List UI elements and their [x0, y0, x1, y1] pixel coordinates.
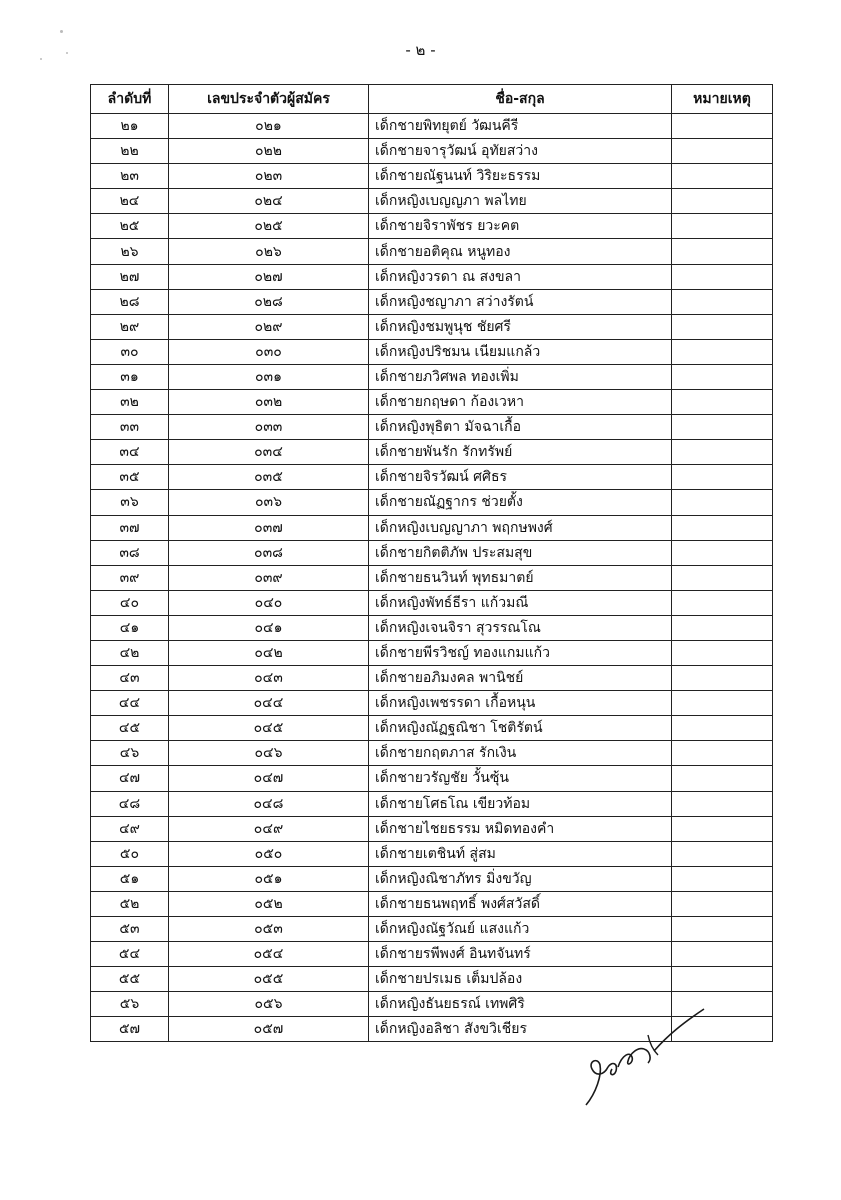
applicant-id: ๐๔๓: [169, 666, 369, 691]
full-name: เด็กหญิงพุธิตา มัจฉาเกื้อ: [369, 415, 672, 440]
remark-cell: [672, 691, 773, 716]
full-name: เด็กชายอภิมงคล พานิชย์: [369, 666, 672, 691]
applicant-id: ๐๔๒: [169, 640, 369, 665]
table-row: [91, 440, 773, 465]
table-row: [91, 189, 773, 214]
remark-cell: [672, 666, 773, 691]
row-number: ๕๖: [91, 992, 169, 1017]
applicant-id: ๐๓๖: [169, 490, 369, 515]
table-row: [91, 264, 773, 289]
remark-cell: [672, 289, 773, 314]
row-number: ๔๘: [91, 791, 169, 816]
row-number: ๔๖: [91, 741, 169, 766]
header-number: ลำดับที่: [91, 85, 169, 114]
applicant-id: ๐๓๙: [169, 565, 369, 590]
remark-cell: [672, 791, 773, 816]
applicant-id: ๐๓๒: [169, 390, 369, 415]
handwritten-signature: [578, 1005, 708, 1115]
remark-cell: [672, 164, 773, 189]
table-row: [91, 917, 773, 942]
page-number: - ๒ -: [405, 41, 436, 59]
row-number: ๕๒: [91, 891, 169, 916]
applicant-id: ๐๔๘: [169, 791, 369, 816]
table-row: [91, 239, 773, 264]
table-row: [91, 214, 773, 239]
full-name: เด็กชายกิตติภัพ ประสมสุข: [369, 540, 672, 565]
row-number: ๒๗: [91, 264, 169, 289]
row-number: ๒๘: [91, 289, 169, 314]
full-name: เด็กหญิงเพชรรดา เกื้อหนุน: [369, 691, 672, 716]
row-number: ๔๒: [91, 640, 169, 665]
full-name: เด็กหญิงเจนจิรา สุวรรณโณ: [369, 615, 672, 640]
table-row: [91, 164, 773, 189]
table-row: [91, 415, 773, 440]
full-name: เด็กชายธนวินท์ พุทธมาตย์: [369, 565, 672, 590]
full-name: เด็กชายณัฏฐากร ช่วยตั้ง: [369, 490, 672, 515]
applicant-id: ๐๔๙: [169, 816, 369, 841]
table-row: [91, 289, 773, 314]
remark-cell: [672, 716, 773, 741]
full-name: เด็กหญิงพัทธ์ธีรา แก้วมณี: [369, 590, 672, 615]
table-row: [91, 339, 773, 364]
row-number: ๔๔: [91, 691, 169, 716]
applicant-id: ๐๕๖: [169, 992, 369, 1017]
row-number: ๒๕: [91, 214, 169, 239]
row-number: ๓๖: [91, 490, 169, 515]
table-header-row: [91, 85, 773, 114]
applicant-id: ๐๔๗: [169, 766, 369, 791]
row-number: ๓๐: [91, 339, 169, 364]
row-number: ๔๙: [91, 816, 169, 841]
full-name: เด็กชายธนพฤทธิ์ พงศ์สวัสดิ์: [369, 891, 672, 916]
row-number: ๕๕: [91, 967, 169, 992]
applicant-id: ๐๓๑: [169, 364, 369, 389]
remark-cell: [672, 364, 773, 389]
full-name: เด็กชายจิรวัฒน์ ศศิธร: [369, 465, 672, 490]
applicant-id: ๐๒๑: [169, 114, 369, 139]
remark-cell: [672, 314, 773, 339]
full-name: เด็กชายจารุวัฒน์ อุทัยสว่าง: [369, 139, 672, 164]
full-name: เด็กชายโศธโณ เขียวท้อม: [369, 791, 672, 816]
full-name: เด็กหญิงวรดา ณ สงขลา: [369, 264, 672, 289]
full-name: เด็กชายพันรัก รักทรัพย์: [369, 440, 672, 465]
full-name: เด็กชายณัฐนนท์ วิริยะธรรม: [369, 164, 672, 189]
remark-cell: [672, 866, 773, 891]
applicant-id: ๐๓๗: [169, 515, 369, 540]
full-name: เด็กชายรพีพงศ์ อินทจันทร์: [369, 942, 672, 967]
applicant-id: ๐๔๑: [169, 615, 369, 640]
table-row: [91, 515, 773, 540]
table-row: [91, 891, 773, 916]
full-name: เด็กหญิงชญาภา สว่างรัตน์: [369, 289, 672, 314]
row-number: ๔๕: [91, 716, 169, 741]
row-number: ๕๓: [91, 917, 169, 942]
applicant-id: ๐๕๓: [169, 917, 369, 942]
row-number: ๒๒: [91, 139, 169, 164]
remark-cell: [672, 239, 773, 264]
remark-cell: [672, 816, 773, 841]
row-number: ๒๑: [91, 114, 169, 139]
full-name: เด็กชายเตชินท์ สู่สม: [369, 841, 672, 866]
row-number: ๒๔: [91, 189, 169, 214]
table-row: [91, 666, 773, 691]
full-name: เด็กชายปรเมธ เต็มปล้อง: [369, 967, 672, 992]
applicant-id: ๐๔๕: [169, 716, 369, 741]
table-row: [91, 967, 773, 992]
remark-cell: [672, 515, 773, 540]
table-row: [91, 866, 773, 891]
remark-cell: [672, 766, 773, 791]
remark-cell: [672, 264, 773, 289]
full-name: เด็กชายกฤตภาส รักเงิน: [369, 741, 672, 766]
full-name: เด็กหญิงอลิชา สังขวิเชียร: [369, 1017, 672, 1042]
table-row: [91, 490, 773, 515]
full-name: เด็กชายพีรวิชญ์ ทองแกมแก้ว: [369, 640, 672, 665]
row-number: ๔๑: [91, 615, 169, 640]
applicant-id: ๐๓๕: [169, 465, 369, 490]
full-name: เด็กชายจิราพัชร ยวะคต: [369, 214, 672, 239]
applicant-id: ๐๒๗: [169, 264, 369, 289]
row-number: ๓๘: [91, 540, 169, 565]
row-number: ๓๕: [91, 465, 169, 490]
applicant-id: ๐๓๘: [169, 540, 369, 565]
remark-cell: [672, 114, 773, 139]
row-number: ๔๗: [91, 766, 169, 791]
table-row: [91, 942, 773, 967]
remark-cell: [672, 490, 773, 515]
remark-cell: [672, 640, 773, 665]
remark-cell: [672, 390, 773, 415]
applicant-table: [90, 84, 773, 1042]
table-row: [91, 766, 773, 791]
row-number: ๒๙: [91, 314, 169, 339]
full-name: เด็กหญิงณัฏฐณิชา โชติรัตน์: [369, 716, 672, 741]
table-row: [91, 390, 773, 415]
row-number: ๒๖: [91, 239, 169, 264]
remark-cell: [672, 139, 773, 164]
applicant-id: ๐๒๓: [169, 164, 369, 189]
table-row: [91, 114, 773, 139]
table-row: [91, 716, 773, 741]
remark-cell: [672, 942, 773, 967]
full-name: เด็กหญิงเบญญาภา พฤกษพงศ์: [369, 515, 672, 540]
full-name: เด็กหญิงธันยธรณ์ เทพศิริ: [369, 992, 672, 1017]
full-name: เด็กชายไชยธรรม หมิดทองคำ: [369, 816, 672, 841]
remark-cell: [672, 590, 773, 615]
full-name: เด็กชายอติคุณ หนูทอง: [369, 239, 672, 264]
remark-cell: [672, 741, 773, 766]
applicant-id: ๐๕๗: [169, 1017, 369, 1042]
applicant-id: ๐๔๐: [169, 590, 369, 615]
full-name: เด็กชายพิทยุตย์ วัฒนคีรี: [369, 114, 672, 139]
row-number: ๓๑: [91, 364, 169, 389]
applicant-id: ๐๔๖: [169, 741, 369, 766]
row-number: ๕๑: [91, 866, 169, 891]
full-name: เด็กหญิงปริชมน เนียมแกล้ว: [369, 339, 672, 364]
header-full-name: ชื่อ-สกุล: [369, 85, 672, 114]
table-row: [91, 816, 773, 841]
full-name: เด็กหญิงชมพูนุช ชัยศรี: [369, 314, 672, 339]
full-name: เด็กหญิงณัฐวัณย์ แสงแก้ว: [369, 917, 672, 942]
table-row: [91, 540, 773, 565]
applicant-id: ๐๕๐: [169, 841, 369, 866]
header-applicant-id: เลขประจำตัวผู้สมัคร: [169, 85, 369, 114]
table-row: [91, 314, 773, 339]
row-number: ๓๗: [91, 515, 169, 540]
remark-cell: [672, 465, 773, 490]
row-number: ๕๗: [91, 1017, 169, 1042]
row-number: ๓๔: [91, 440, 169, 465]
full-name: เด็กชายกฤษดา ก้องเวหา: [369, 390, 672, 415]
applicant-id: ๐๕๕: [169, 967, 369, 992]
remark-cell: [672, 189, 773, 214]
row-number: ๕๔: [91, 942, 169, 967]
remark-cell: [672, 891, 773, 916]
applicant-id: ๐๕๑: [169, 866, 369, 891]
table-row: [91, 364, 773, 389]
remark-cell: [672, 214, 773, 239]
applicant-id: ๐๓๐: [169, 339, 369, 364]
row-number: ๔๓: [91, 666, 169, 691]
full-name: เด็กชายวรัญชัย วั้นซุ้น: [369, 766, 672, 791]
remark-cell: [672, 565, 773, 590]
applicant-id: ๐๒๘: [169, 289, 369, 314]
row-number: ๒๓: [91, 164, 169, 189]
scan-speck: [60, 30, 63, 33]
table-row: [91, 791, 773, 816]
table-row: [91, 691, 773, 716]
header-remark: หมายเหตุ: [672, 85, 773, 114]
row-number: ๓๒: [91, 390, 169, 415]
table-row: [91, 841, 773, 866]
full-name: เด็กหญิงณิชาภัทร มิ่งขวัญ: [369, 866, 672, 891]
row-number: ๓๙: [91, 565, 169, 590]
remark-cell: [672, 440, 773, 465]
applicant-id: ๐๓๔: [169, 440, 369, 465]
table-row: [91, 615, 773, 640]
applicant-id: ๐๒๖: [169, 239, 369, 264]
applicant-id: ๐๓๓: [169, 415, 369, 440]
applicant-id: ๐๕๔: [169, 942, 369, 967]
remark-cell: [672, 615, 773, 640]
remark-cell: [672, 415, 773, 440]
row-number: ๔๐: [91, 590, 169, 615]
table-row: [91, 565, 773, 590]
table-row: [91, 741, 773, 766]
applicant-id: ๐๒๕: [169, 214, 369, 239]
applicant-id: ๐๒๔: [169, 189, 369, 214]
table-row: [91, 465, 773, 490]
remark-cell: [672, 967, 773, 992]
remark-cell: [672, 841, 773, 866]
full-name: เด็กหญิงเบญญภา พลไทย: [369, 189, 672, 214]
table-row: [91, 590, 773, 615]
applicant-id: ๐๔๔: [169, 691, 369, 716]
applicant-id: ๐๕๒: [169, 891, 369, 916]
remark-cell: [672, 540, 773, 565]
table-body: [91, 114, 773, 1042]
applicant-id: ๐๒๒: [169, 139, 369, 164]
table-row: [91, 640, 773, 665]
remark-cell: [672, 339, 773, 364]
applicant-id: ๐๒๙: [169, 314, 369, 339]
row-number: ๕๐: [91, 841, 169, 866]
full-name: เด็กชายภวิศพล ทองเพิ่ม: [369, 364, 672, 389]
remark-cell: [672, 917, 773, 942]
row-number: ๓๓: [91, 415, 169, 440]
table-row: [91, 139, 773, 164]
